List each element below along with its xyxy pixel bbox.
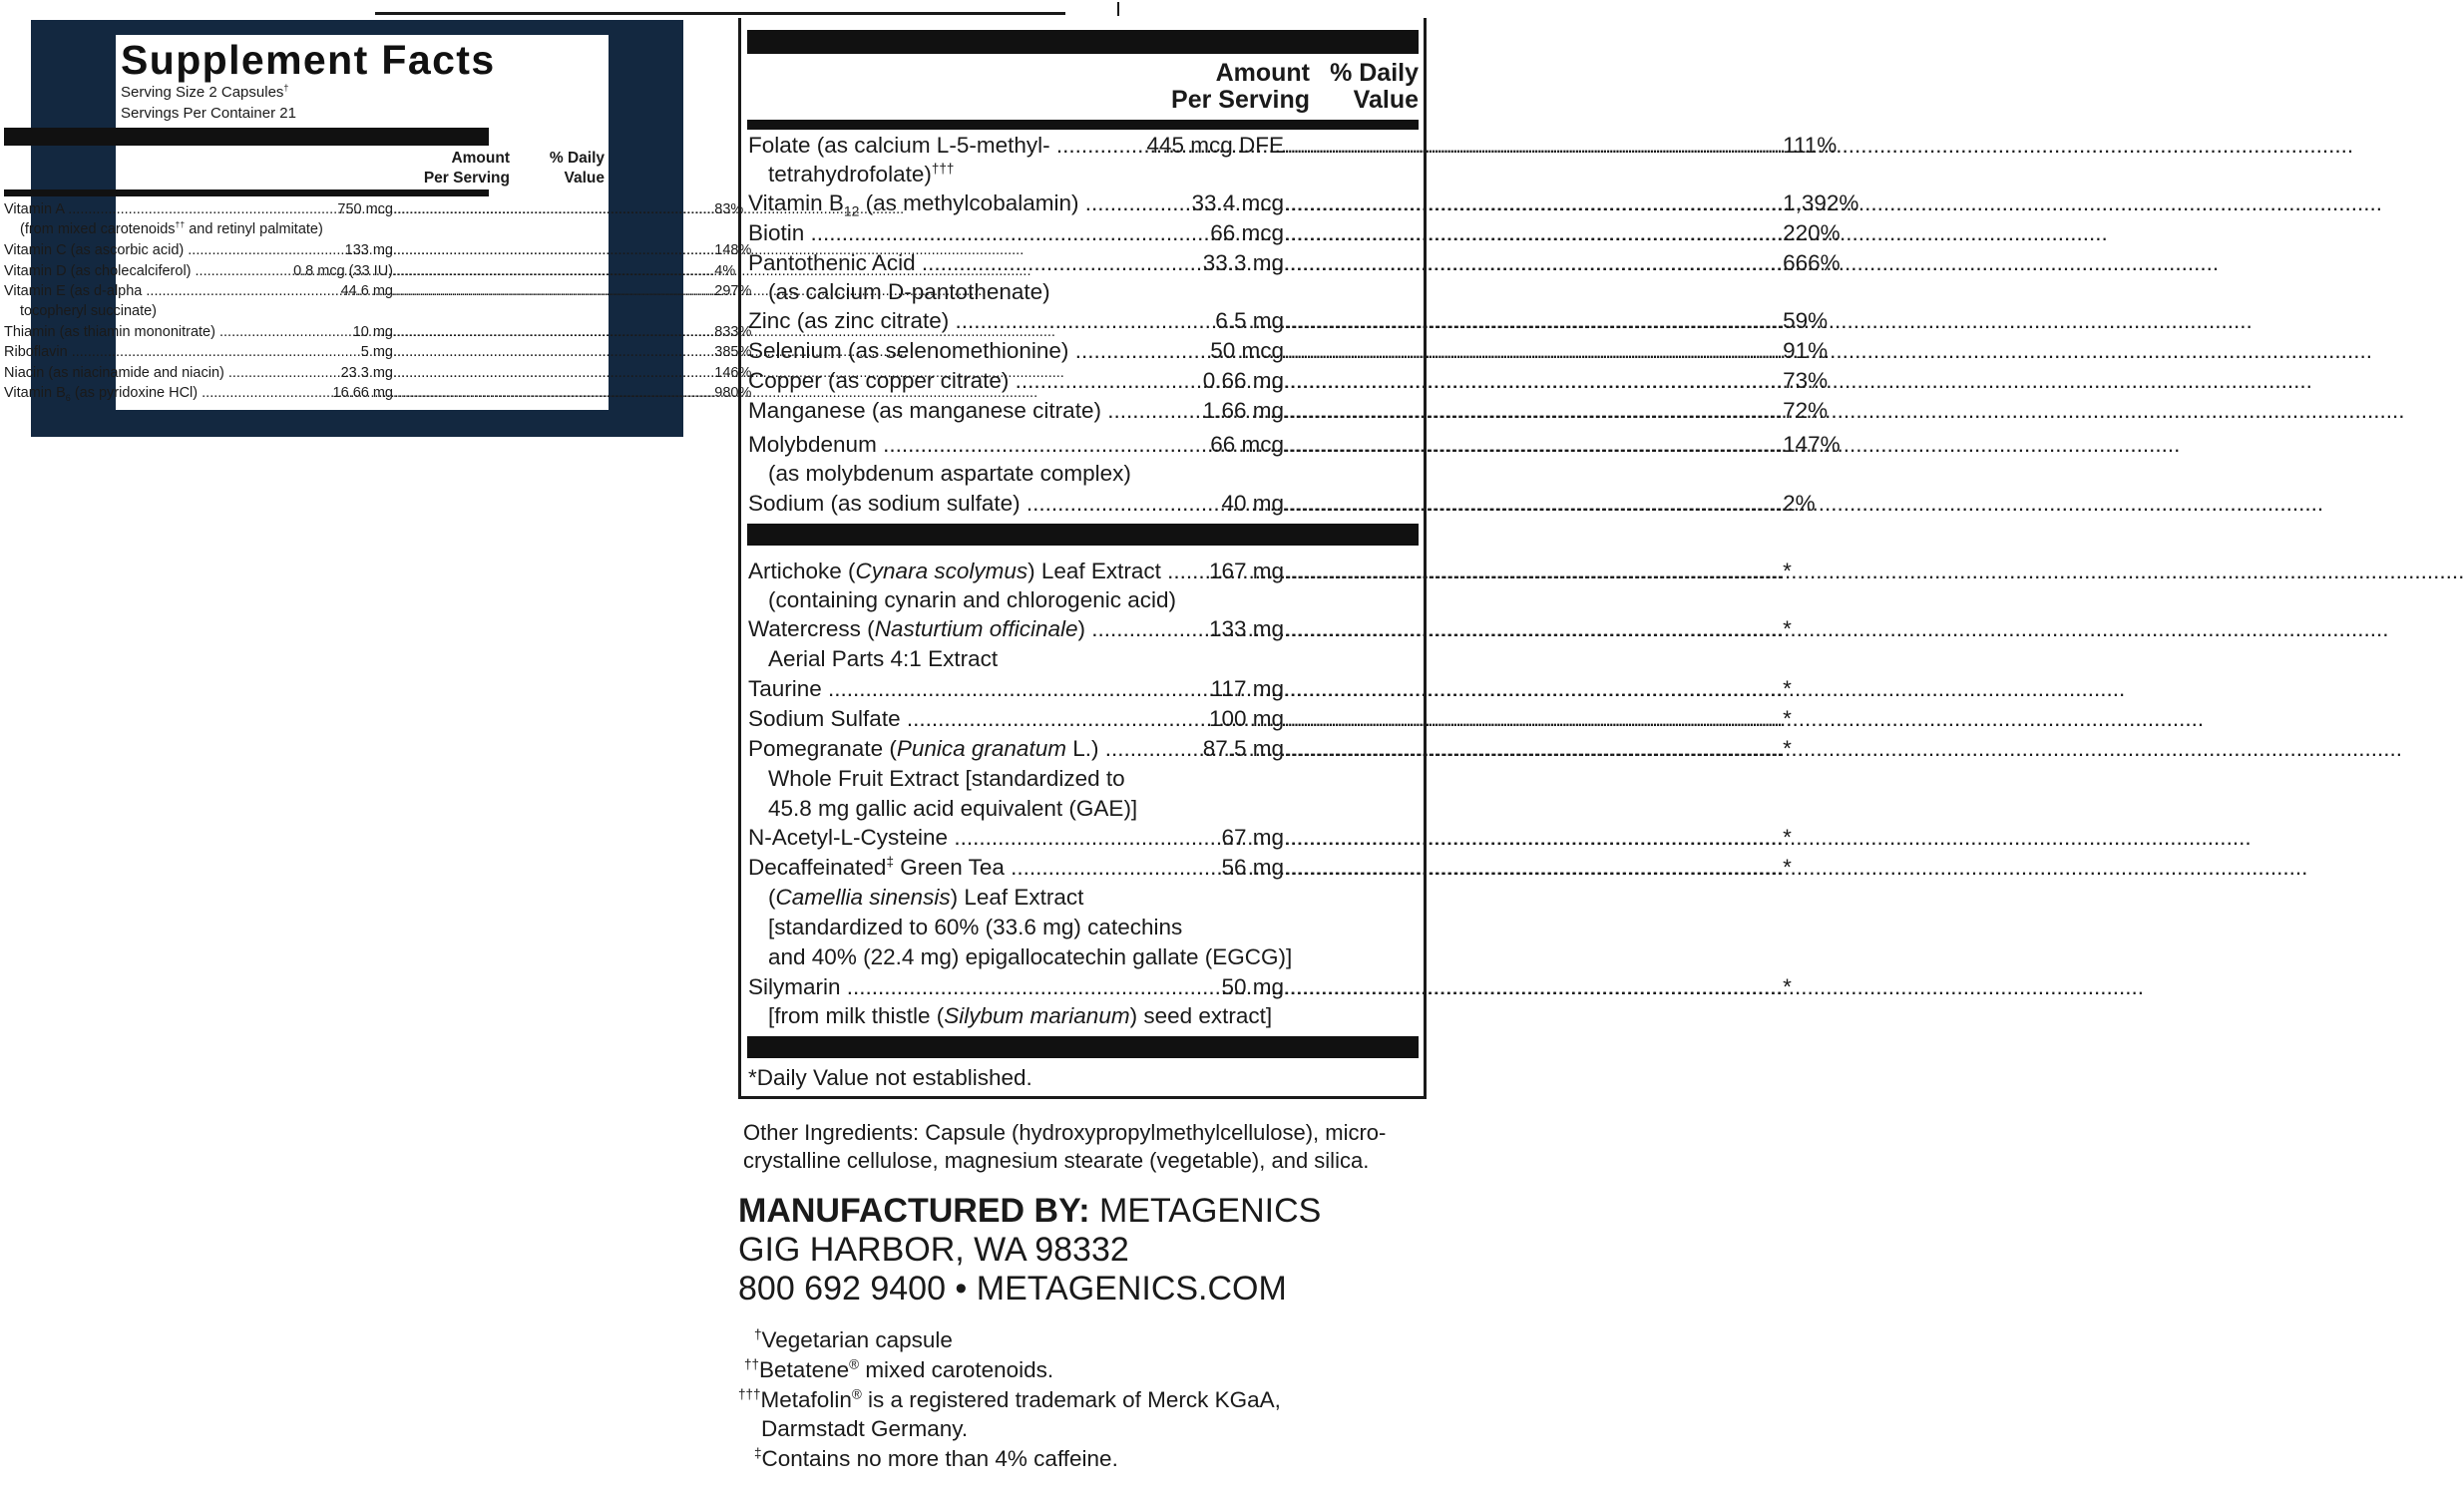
ingredient-subline: [from milk thistle (Silybum marianum) seed extract] — [768, 1003, 1273, 1028]
footnote-betatene: ††Betatene® mixed carotenoids. — [744, 1356, 1054, 1382]
footnote-metafolin-cont: Darmstadt Germany. — [761, 1416, 969, 1441]
nutrient-row: Copper (as copper citrate) ..... 0.66 mg ..... 73% — [748, 366, 1419, 396]
nutrient-row: Vitamin C (as ascorbic acid) ..... 133 mg ..... 148% — [4, 240, 489, 260]
nutrient-row: Riboflavin ..... 5 mg ..... 385% — [4, 342, 489, 362]
top-rule — [375, 12, 1065, 15]
ingredient-row: N-Acetyl-L-Cysteine ..... 67 mg ..... * — [748, 823, 1419, 853]
serving-size: Serving Size 2 Capsules† — [121, 83, 289, 101]
nutrient-row: Biotin ..... 66 mcg ..... 220% — [748, 218, 1419, 248]
daily-value-header: % Daily Value — [549, 150, 605, 187]
nutrient-row: Pantothenic Acid ..... 33.3 mg ..... 666% — [748, 248, 1419, 278]
other-ingredients-line-1: Other Ingredients: Capsule (hydroxypropylmethylcellulose), micro- — [743, 1120, 1387, 1145]
amount-header: Amount Per Serving — [423, 150, 510, 187]
nutrient-row: Vitamin A ..... 750 mcg ..... 83% — [4, 199, 489, 219]
ingredient-row: Pomegranate (Punica granatum L.) ..... 87.5 mg ..... * — [748, 734, 1419, 764]
thick-divider — [4, 128, 489, 146]
ingredient-subline: (Camellia sinensis) Leaf Extract — [768, 885, 1084, 910]
servings-per-container: Servings Per Container 21 — [121, 105, 296, 122]
daily-value-footnote: *Daily Value not established. — [748, 1065, 1032, 1090]
nutrient-subline: tetrahydrofolate)††† — [768, 161, 955, 187]
ingredient-subline: Aerial Parts 4:1 Extract — [768, 646, 999, 671]
nutrient-row: Vitamin $B_{12}$ (as methylcobalamin) ..... 33.4 mcg ..... 1,392% — [748, 188, 1419, 218]
ingredient-row: Silymarin ..... 50 mg ..... * — [748, 972, 1419, 1002]
nutrient-row: Niacin (as niacinamide and niacin) ..... 23.3 mg ..... 146% — [4, 363, 489, 383]
nutrient-row: Thiamin (as thiamin mononitrate) ..... 10 mg ..... 833% — [4, 322, 489, 342]
amount-header: Amount Per Serving — [1171, 59, 1310, 114]
footnote-caffeine: ‡Contains no more than 4% caffeine. — [754, 1445, 1118, 1471]
supplement-facts-title: Supplement Facts — [121, 37, 496, 83]
ingredient-subline: (containing cynarin and chlorogenic acid) — [768, 587, 1176, 612]
nutrient-subline: tocopheryl succinate) — [20, 303, 158, 319]
nutrient-row: Manganese (as manganese citrate) ..... 1.66 mg ..... 72% — [748, 396, 1419, 426]
ingredient-row: Watercress (Nasturtium officinale) ..... 133 mg ..... * — [748, 614, 1419, 644]
nutrient-row: Molybdenum ..... 66 mcg ..... 147% — [748, 430, 1419, 460]
top-tick — [1117, 2, 1119, 16]
nutrient-subline: (as calcium D-pantothenate) — [768, 279, 1050, 304]
manufacturer-address: GIG HARBOR, WA 98332 — [738, 1231, 1129, 1269]
nutrient-row: Zinc (as zinc citrate) ..... 6.5 mg ..... 59% — [748, 306, 1419, 336]
medium-divider — [747, 120, 1419, 130]
manufacturer-contact: 800 692 9400 • METAGENICS.COM — [738, 1270, 1287, 1308]
ingredient-row: Taurine ..... 117 mg ..... * — [748, 674, 1419, 704]
daily-value-header: % Daily Value — [1330, 59, 1419, 114]
footnote-vegetarian: †Vegetarian capsule — [754, 1326, 953, 1352]
thick-divider — [747, 30, 1419, 54]
nutrient-row: Vitamin D (as cholecalciferol) ..... 0.8 mcg (33 IU) ..... 4% — [4, 261, 489, 281]
ingredient-subline: [standardized to 60% (33.6 mg) catechins — [768, 915, 1183, 939]
nutrient-row: Folate (as calcium L-5-methyl- ..... 445 mcg DFE ..... 111% — [748, 131, 1419, 161]
ingredient-row: Sodium Sulfate ..... 100 mg ..... * — [748, 704, 1419, 734]
nutrient-row: Sodium (as sodium sulfate) ..... 40 mg ..... 2% — [748, 489, 1419, 519]
footnote-metafolin: †††Metafolin® is a registered trademark of Merck KGaA, — [738, 1386, 1281, 1412]
ingredient-subline: 45.8 mg gallic acid equivalent (GAE)] — [768, 796, 1138, 821]
thick-divider — [747, 524, 1419, 546]
ingredient-subline: and 40% (22.4 mg) epigallocatechin gallate (EGCG)] — [768, 944, 1293, 969]
nutrient-row: Selenium (as selenomethionine) ..... 50 mcg ..... 91% — [748, 336, 1419, 366]
medium-divider — [4, 189, 489, 196]
ingredient-row: Decaffeinated‡ Green Tea ..... 56 mg ..... * — [748, 853, 1419, 883]
ingredient-row: Artichoke (Cynara scolymus) Leaf Extract ..... 167 mg ..... * — [748, 557, 1419, 586]
nutrient-subline: (as molybdenum aspartate complex) — [768, 461, 1131, 486]
thick-divider — [747, 1036, 1419, 1058]
nutrient-subline: (from mixed carotenoids†† and retinyl palmitate) — [20, 219, 323, 237]
nutrient-row: Vitamin E (as d-alpha ..... 44.6 mg ..... 297% — [4, 281, 489, 301]
manufactured-by: MANUFACTURED BY: METAGENICS — [738, 1192, 1322, 1230]
other-ingredients-line-2: crystalline cellulose, magnesium stearate (vegetable), and silica. — [743, 1148, 1370, 1173]
ingredient-subline: Whole Fruit Extract [standardized to — [768, 766, 1125, 791]
nutrient-row: Vitamin $B_6$ (as pyridoxine HCl) ..... 16.66 mg ..... 980% — [4, 383, 489, 403]
